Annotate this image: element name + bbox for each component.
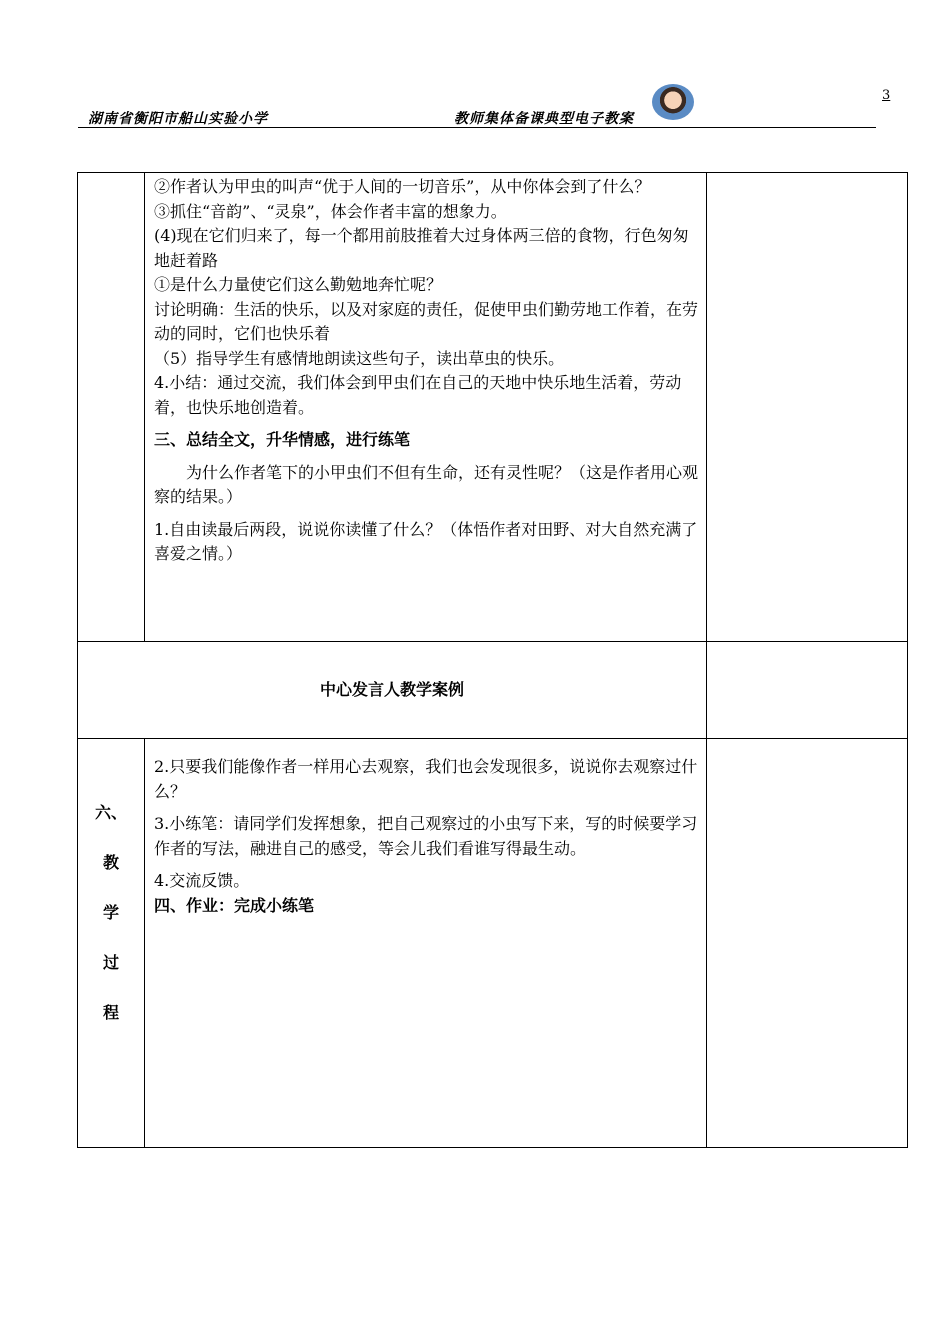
side-label-char: 过 bbox=[102, 953, 119, 972]
text-line: ①是什么力量使它们这么勤勉地奔忙呢？ bbox=[154, 275, 443, 294]
section-title: 中心发言人教学案例 bbox=[78, 642, 707, 739]
side-label-char: 六、 bbox=[94, 803, 127, 822]
table-row bbox=[78, 173, 908, 642]
text-line: 4.交流反馈。 bbox=[154, 871, 250, 890]
text-line: 讨论明确：生活的快乐，以及对家庭的责任，促使甲虫们勤劳地工作着，在劳动的同时，它们也快乐着 bbox=[154, 299, 699, 343]
side-label-char: 程 bbox=[102, 1003, 119, 1022]
table-row bbox=[78, 739, 908, 1148]
section-heading: 四、作业：完成小练笔 bbox=[154, 895, 315, 915]
document-title: 教师集体备课典型电子教案 bbox=[454, 111, 634, 127]
text-line: (4)现在它们归来了，每一个都用前肢推着大过身体两三倍的食物，行色匆匆地赶着路 bbox=[154, 226, 689, 270]
table-row bbox=[78, 642, 908, 739]
notes-cell bbox=[707, 642, 908, 739]
notes-cell bbox=[707, 173, 908, 642]
side-cell bbox=[78, 173, 145, 642]
text-line: 3.小练笔：请同学们发挥想象，把自己观察过的小虫写下来，写的时候要学习作者的写法，融进自己的感受，等会儿我们看谁写得最生动。 bbox=[154, 814, 698, 858]
side-label bbox=[78, 739, 145, 1148]
text-line: 2.只要我们能像作者一样用心去观察，我们也会发现很多，说说你去观察过什么？ bbox=[154, 757, 698, 801]
side-label-char: 学 bbox=[102, 903, 119, 922]
text-line: ③抓住“音韵”、“灵泉”，体会作者丰富的想象力。 bbox=[154, 201, 507, 221]
lesson-table bbox=[77, 172, 908, 1148]
side-label-char: 教 bbox=[102, 853, 119, 872]
notes-cell bbox=[707, 739, 908, 1148]
text-line: 1.自由读最后两段，说说你读懂了什么？（体悟作者对田野、对大自然充满了喜爱之情。） bbox=[154, 519, 698, 563]
text-line: （5）指导学生有感情地朗读这些句子，读出草虫的快乐。 bbox=[154, 348, 565, 368]
content-cell bbox=[145, 173, 707, 642]
avatar-logo bbox=[652, 84, 694, 120]
content-cell bbox=[145, 739, 707, 1148]
text-line: ②作者认为甲虫的叫声“优于人间的一切音乐”，从中你体会到了什么？ bbox=[154, 177, 651, 196]
header-divider bbox=[78, 127, 876, 128]
section-heading: 三、总结全文，升华情感，进行练笔 bbox=[154, 430, 411, 449]
school-name: 湖南省衡阳市船山实验小学 bbox=[88, 111, 268, 127]
text-line: 为什么作者笔下的小甲虫们不但有生命，还有灵性呢？（这是作者用心观察的结果。） bbox=[154, 462, 699, 506]
text-line: 4.小结：通过交流，我们体会到甲虫们在自己的天地中快乐地生活着，劳动着，也快乐地创造着。 bbox=[154, 373, 682, 417]
page-number: 3 bbox=[882, 88, 891, 103]
